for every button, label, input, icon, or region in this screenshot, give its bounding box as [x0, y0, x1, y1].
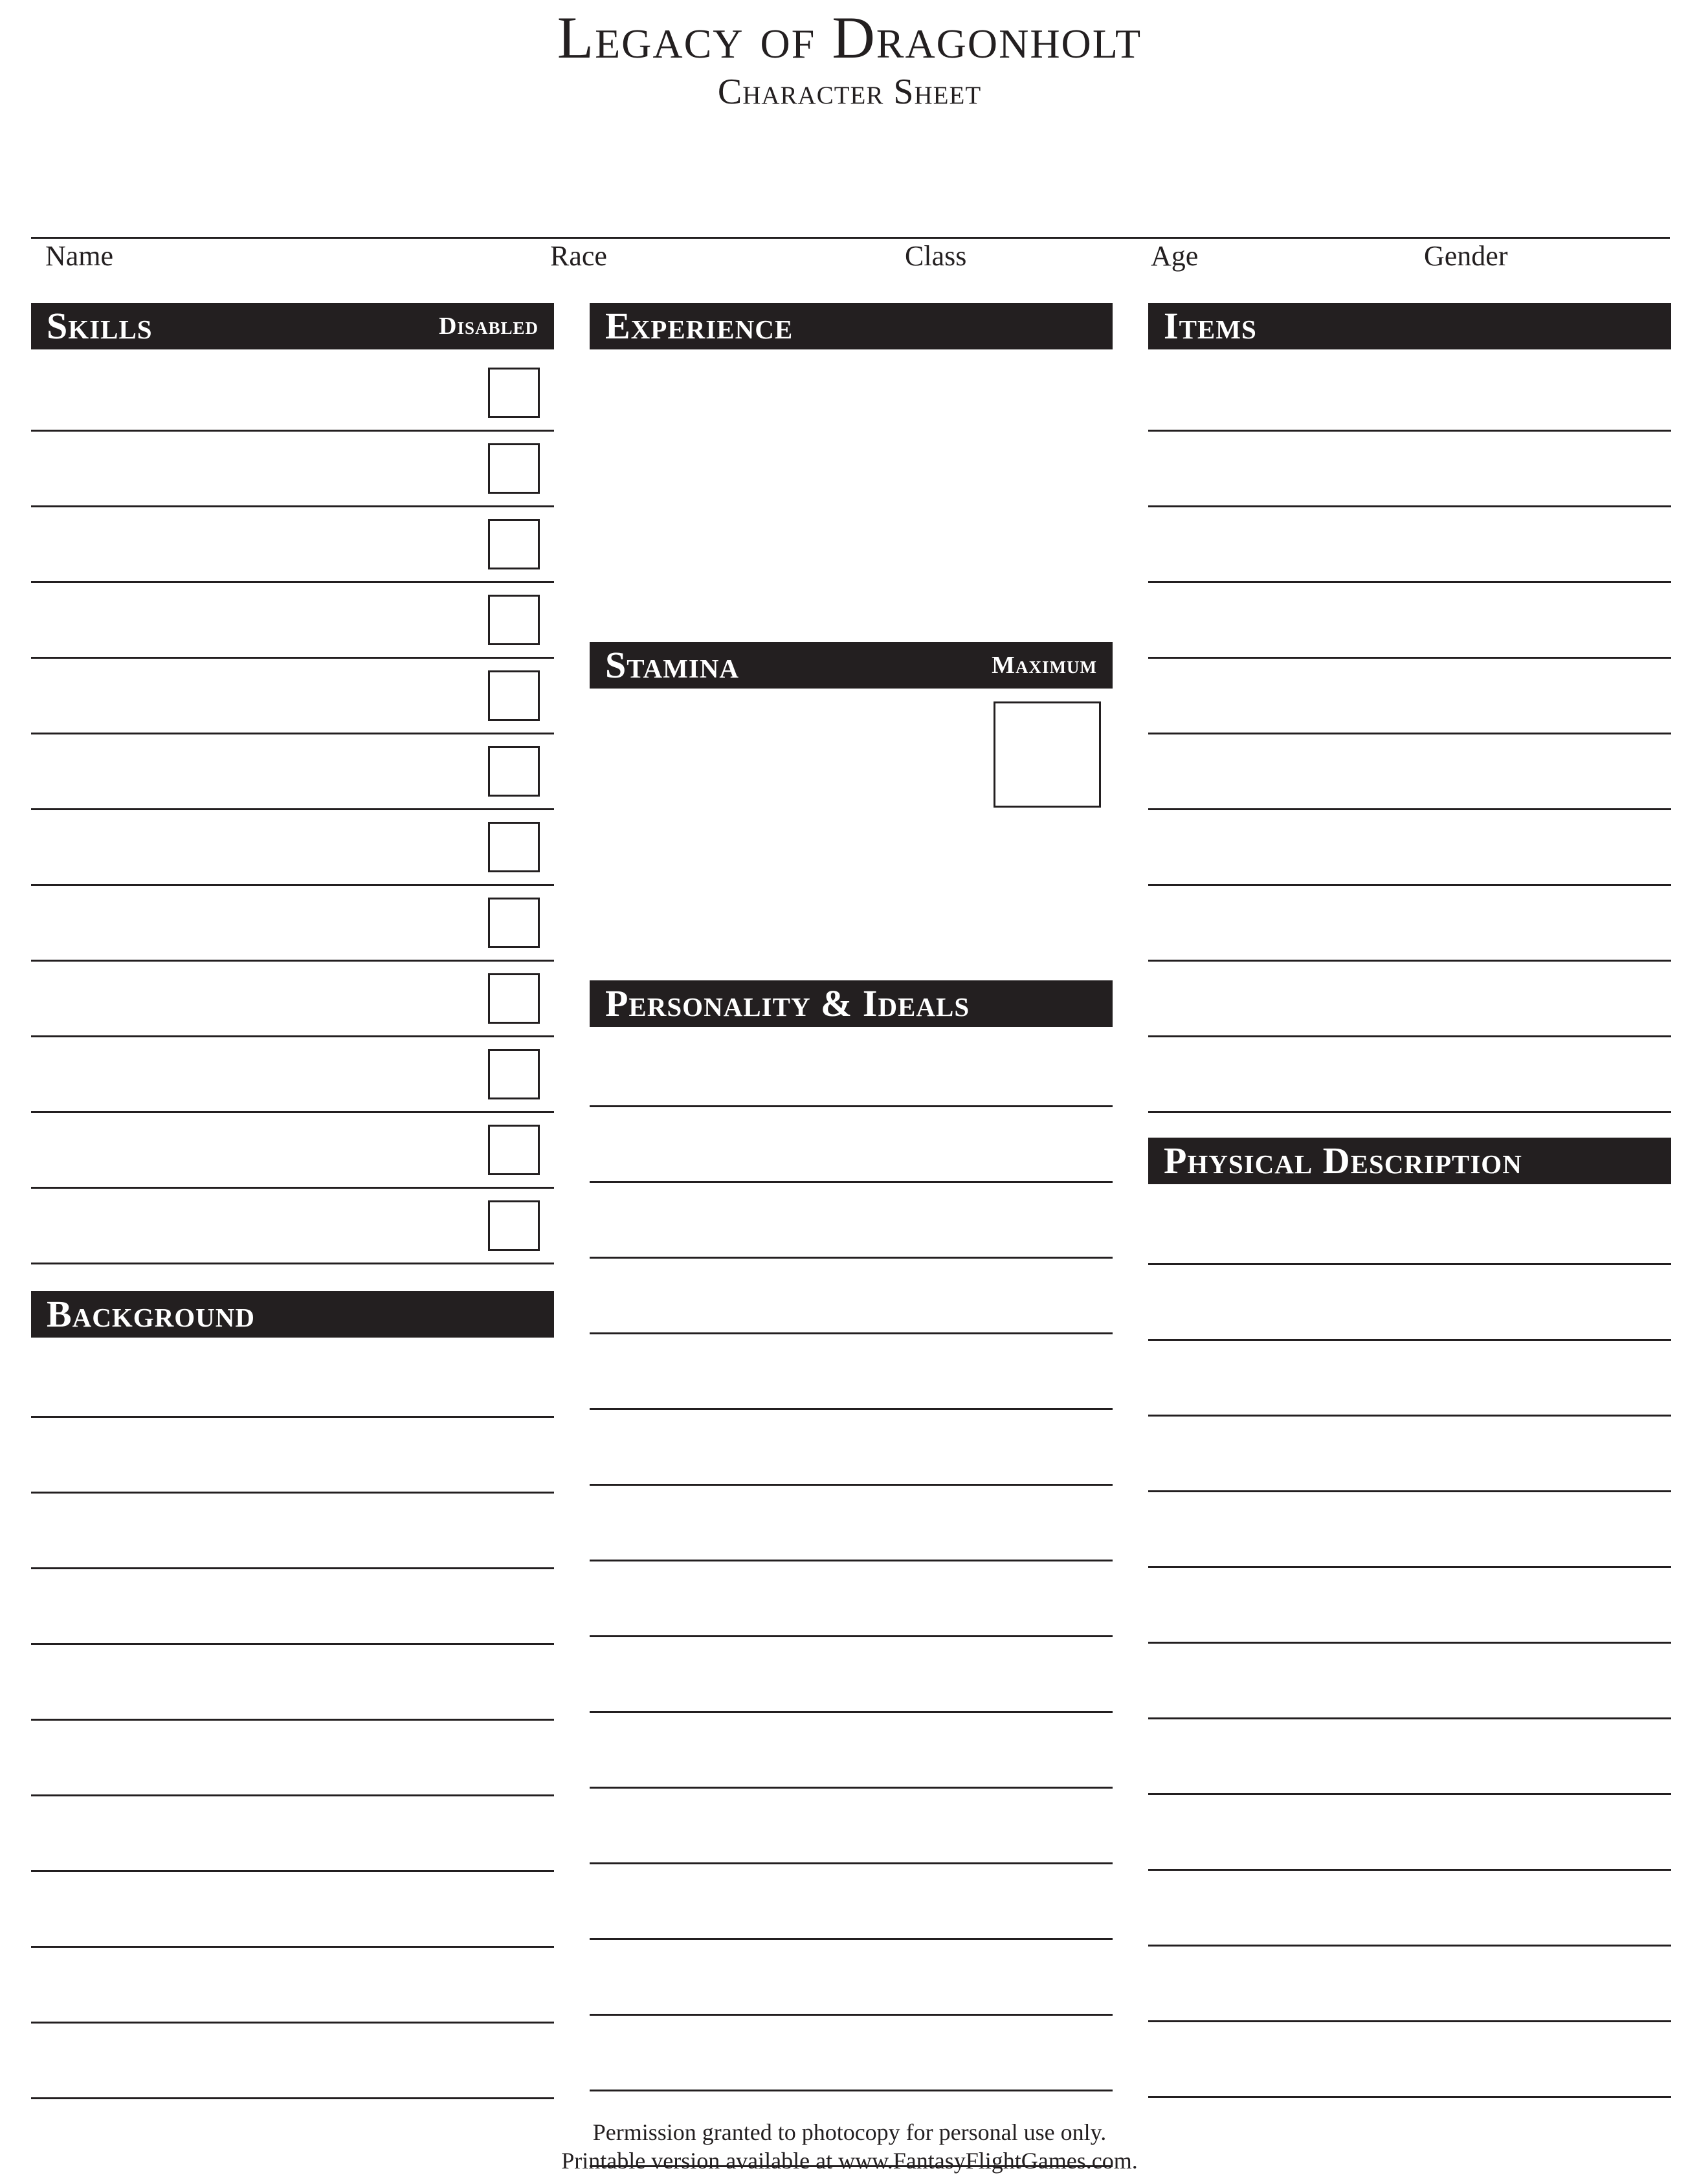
personality-line[interactable]	[590, 1484, 1113, 1486]
skill-disabled-checkbox[interactable]	[488, 1200, 540, 1251]
skill-disabled-checkbox[interactable]	[488, 368, 540, 418]
middle-column	[590, 303, 1113, 2102]
personality-line[interactable]	[590, 1787, 1113, 1789]
footer-printable: Printable version available at www.FantasyFlightGames.com.	[561, 2148, 1138, 2174]
age-field-label: Age	[1151, 240, 1199, 272]
background-line[interactable]	[31, 1492, 554, 1494]
personality-header	[590, 980, 1113, 1027]
background-line[interactable]	[31, 1416, 554, 1418]
item-line[interactable]	[1148, 733, 1671, 734]
skills-disabled-label: Disabled	[439, 313, 539, 340]
footer-permission: Permission granted to photocopy for personal use only.	[592, 2119, 1107, 2145]
skill-line[interactable]	[31, 1035, 554, 1037]
experience-area[interactable]	[590, 349, 1113, 621]
stamina-maximum-box[interactable]	[994, 701, 1101, 808]
background-line[interactable]	[31, 2022, 554, 2024]
personality-line[interactable]	[590, 1332, 1113, 1334]
item-line[interactable]	[1148, 1111, 1671, 1113]
personality-line[interactable]	[590, 1257, 1113, 1259]
item-line[interactable]	[1148, 1035, 1671, 1037]
stamina-area[interactable]	[590, 689, 978, 960]
physical-description-title: Physical Description	[1164, 1140, 1522, 1182]
skill-line[interactable]	[31, 581, 554, 583]
skill-line[interactable]	[31, 733, 554, 734]
background-header	[31, 1291, 554, 1338]
gender-field-label: Gender	[1424, 240, 1508, 272]
race-field-label: Race	[550, 240, 607, 272]
background-title: Background	[47, 1293, 256, 1335]
item-line[interactable]	[1148, 808, 1671, 810]
identity-rule	[31, 237, 1670, 239]
item-line[interactable]	[1148, 884, 1671, 886]
right-column	[1148, 303, 1671, 2102]
skill-line[interactable]	[31, 1187, 554, 1189]
background-line[interactable]	[31, 1870, 554, 1872]
skill-disabled-checkbox[interactable]	[488, 670, 540, 721]
skills-title: Skills	[47, 305, 153, 347]
item-line[interactable]	[1148, 505, 1671, 507]
skill-disabled-checkbox[interactable]	[488, 1049, 540, 1099]
skill-disabled-checkbox[interactable]	[488, 595, 540, 645]
physical-description-line[interactable]	[1148, 1339, 1671, 1341]
item-line[interactable]	[1148, 960, 1671, 962]
skill-line[interactable]	[31, 430, 554, 432]
skill-line[interactable]	[31, 657, 554, 659]
background-line[interactable]	[31, 1567, 554, 1569]
stamina-header	[590, 642, 1113, 689]
skill-line[interactable]	[31, 1111, 554, 1113]
background-line[interactable]	[31, 2097, 554, 2099]
physical-description-line[interactable]	[1148, 1263, 1671, 1265]
items-header	[1148, 303, 1671, 349]
page-title: Legacy of Dragonholt	[557, 5, 1142, 71]
background-line[interactable]	[31, 1643, 554, 1645]
personality-line[interactable]	[590, 2014, 1113, 2016]
experience-title: Experience	[605, 305, 794, 347]
personality-line[interactable]	[590, 1105, 1113, 1107]
physical-description-line[interactable]	[1148, 1945, 1671, 1947]
personality-line[interactable]	[590, 1711, 1113, 1713]
physical-description-line[interactable]	[1148, 2020, 1671, 2022]
skill-disabled-checkbox[interactable]	[488, 519, 540, 569]
skill-line[interactable]	[31, 960, 554, 962]
item-line[interactable]	[1148, 430, 1671, 432]
physical-description-line[interactable]	[1148, 1415, 1671, 1417]
item-line[interactable]	[1148, 657, 1671, 659]
skill-line[interactable]	[31, 884, 554, 886]
personality-line[interactable]	[590, 2090, 1113, 2091]
physical-description-line[interactable]	[1148, 1642, 1671, 1644]
stamina-maximum-label: Maximum	[992, 652, 1097, 679]
physical-description-line[interactable]	[1148, 1869, 1671, 1871]
items-title: Items	[1164, 305, 1257, 347]
experience-header	[590, 303, 1113, 349]
skill-disabled-checkbox[interactable]	[488, 1125, 540, 1175]
skill-line[interactable]	[31, 808, 554, 810]
left-column	[31, 303, 554, 2102]
skill-line[interactable]	[31, 1263, 554, 1264]
physical-description-line[interactable]	[1148, 1717, 1671, 1719]
skills-header	[31, 303, 554, 349]
personality-line[interactable]	[590, 1938, 1113, 1940]
physical-description-line[interactable]	[1148, 2096, 1671, 2098]
physical-description-line[interactable]	[1148, 1566, 1671, 1568]
personality-title: Personality & Ideals	[605, 982, 970, 1024]
physical-description-line[interactable]	[1148, 1490, 1671, 1492]
skill-disabled-checkbox[interactable]	[488, 746, 540, 797]
skill-line[interactable]	[31, 505, 554, 507]
stamina-title: Stamina	[605, 644, 740, 686]
skill-disabled-checkbox[interactable]	[488, 822, 540, 872]
personality-line[interactable]	[590, 1635, 1113, 1637]
name-field-label: Name	[45, 240, 114, 272]
skill-disabled-checkbox[interactable]	[488, 443, 540, 494]
personality-line[interactable]	[590, 1862, 1113, 1864]
background-line[interactable]	[31, 1794, 554, 1796]
class-field-label: Class	[905, 240, 967, 272]
background-line[interactable]	[31, 1946, 554, 1948]
personality-line[interactable]	[590, 1560, 1113, 1561]
personality-line[interactable]	[590, 1181, 1113, 1183]
physical-description-header	[1148, 1138, 1671, 1184]
skill-disabled-checkbox[interactable]	[488, 898, 540, 948]
skill-disabled-checkbox[interactable]	[488, 973, 540, 1024]
personality-line[interactable]	[590, 1408, 1113, 1410]
background-line[interactable]	[31, 1719, 554, 1721]
item-line[interactable]	[1148, 581, 1671, 583]
physical-description-line[interactable]	[1148, 1793, 1671, 1795]
page-subtitle: Character Sheet	[717, 72, 982, 112]
